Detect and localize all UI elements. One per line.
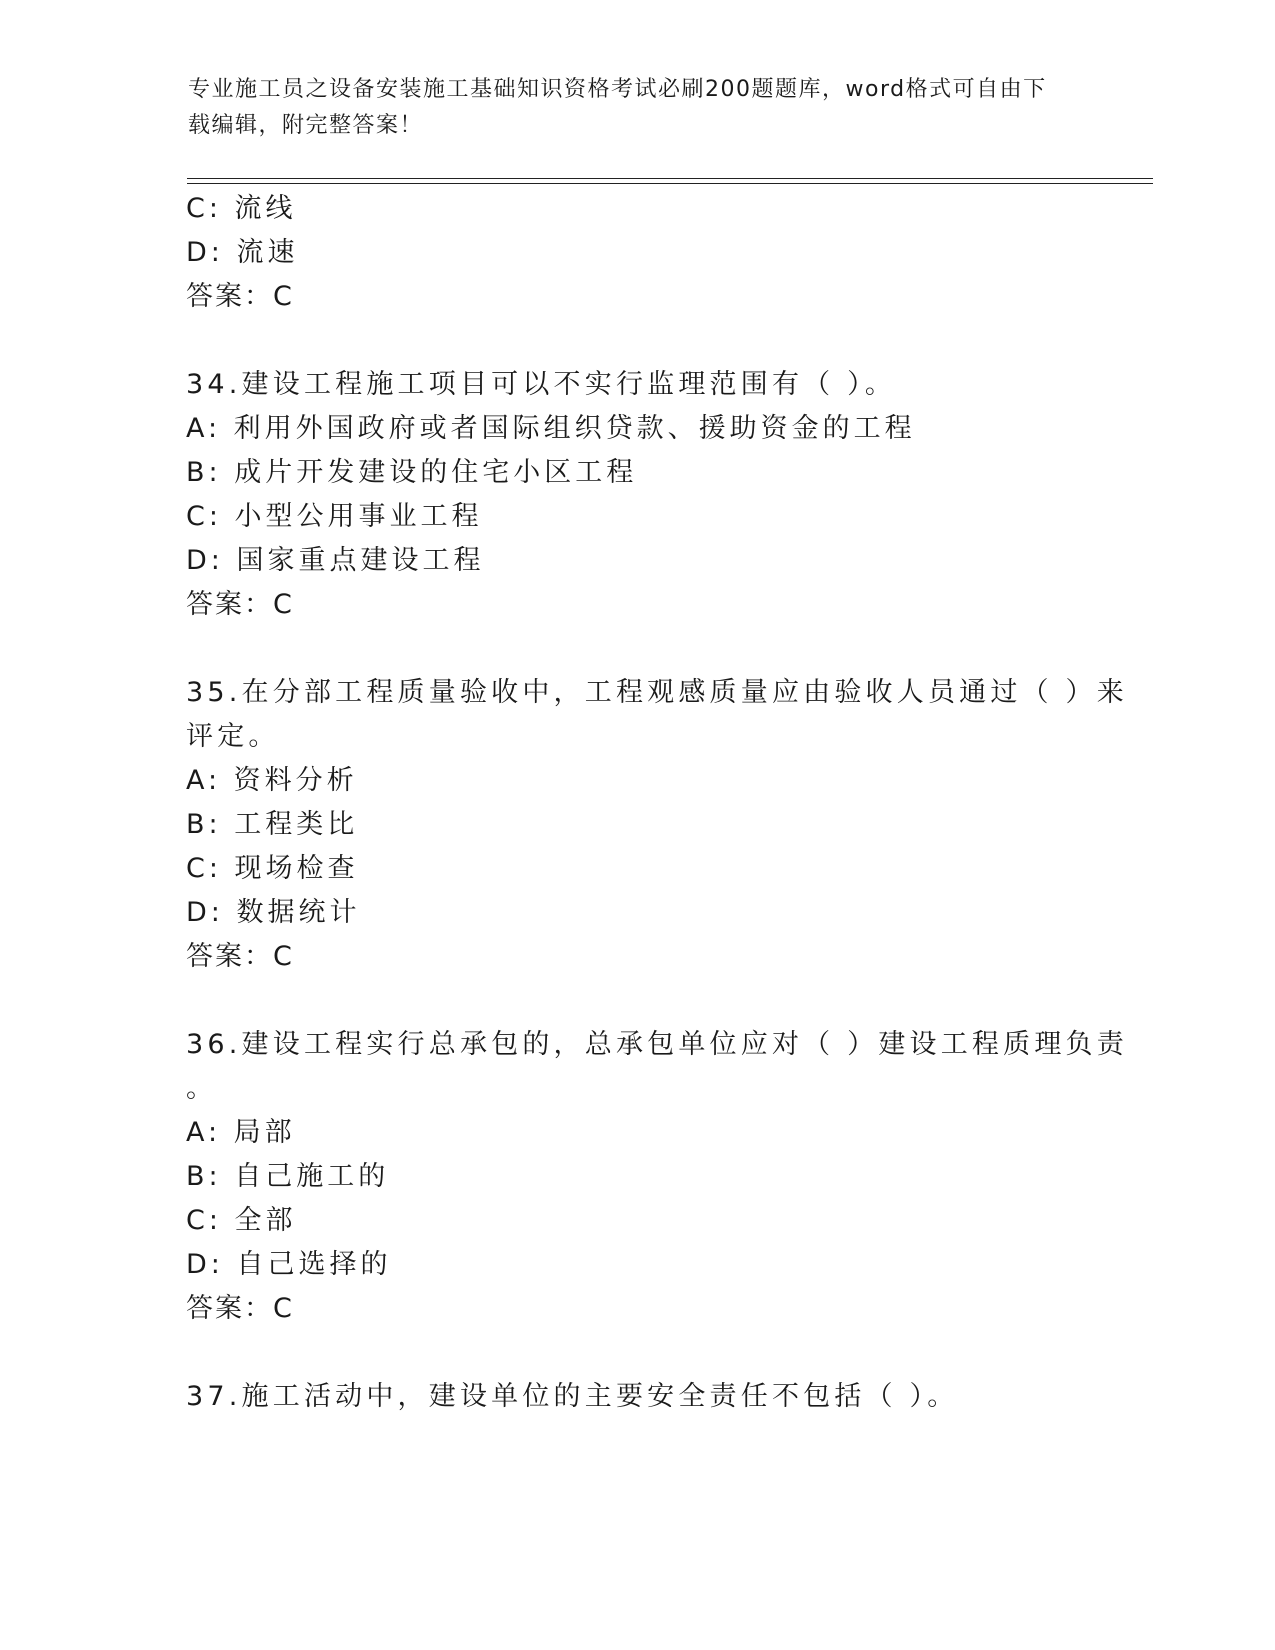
answer-line: 答案：C: [186, 941, 294, 972]
question-stem: 37.施工活动中，建设单位的主要安全责任不包括（ ）。: [186, 1381, 959, 1412]
question-stem: 35.在分部工程质量验收中，工程观感质量应由验收人员通过（ ）来: [186, 677, 1128, 708]
question-stem: 34.建设工程施工项目可以不实行监理范围有（ ）。: [186, 369, 897, 400]
option-line: B: 自己施工的: [186, 1161, 390, 1192]
option-line: C: 流线: [186, 193, 297, 224]
option-line: D: 数据统计: [186, 897, 361, 928]
option-line: C: 全部: [186, 1205, 297, 1236]
option-line: A: 利用外国政府或者国际组织贷款、援助资金的工程: [186, 413, 916, 444]
answer-line: 答案：C: [186, 589, 294, 620]
answer-line: 答案：C: [186, 281, 294, 312]
option-line: D: 国家重点建设工程: [186, 545, 485, 576]
header-divider-top: [187, 178, 1153, 179]
option-line: A: 局部: [186, 1117, 296, 1148]
option-line: D: 流速: [186, 237, 299, 268]
option-line: C: 小型公用事业工程: [186, 501, 483, 532]
question-stem-continuation: 评定。: [186, 721, 280, 752]
option-line: C: 现场检查: [186, 853, 359, 884]
answer-line: 答案：C: [186, 1293, 294, 1324]
option-line: D: 自己选择的: [186, 1249, 392, 1280]
option-line: B: 成片开发建设的住宅小区工程: [186, 457, 638, 488]
option-line: A: 资料分析: [186, 765, 358, 796]
header-divider-bottom: [187, 183, 1153, 184]
document-header-title: 专业施工员之设备安装施工基础知识资格考试必刷200题题库，word格式可自由下载编辑，附完整答案！: [188, 77, 1047, 138]
question-stem: 36.建设工程实行总承包的，总承包单位应对（ ）建设工程质理负责: [186, 1029, 1128, 1060]
option-line: B: 工程类比: [186, 809, 359, 840]
question-stem-continuation: 。: [186, 1073, 218, 1104]
